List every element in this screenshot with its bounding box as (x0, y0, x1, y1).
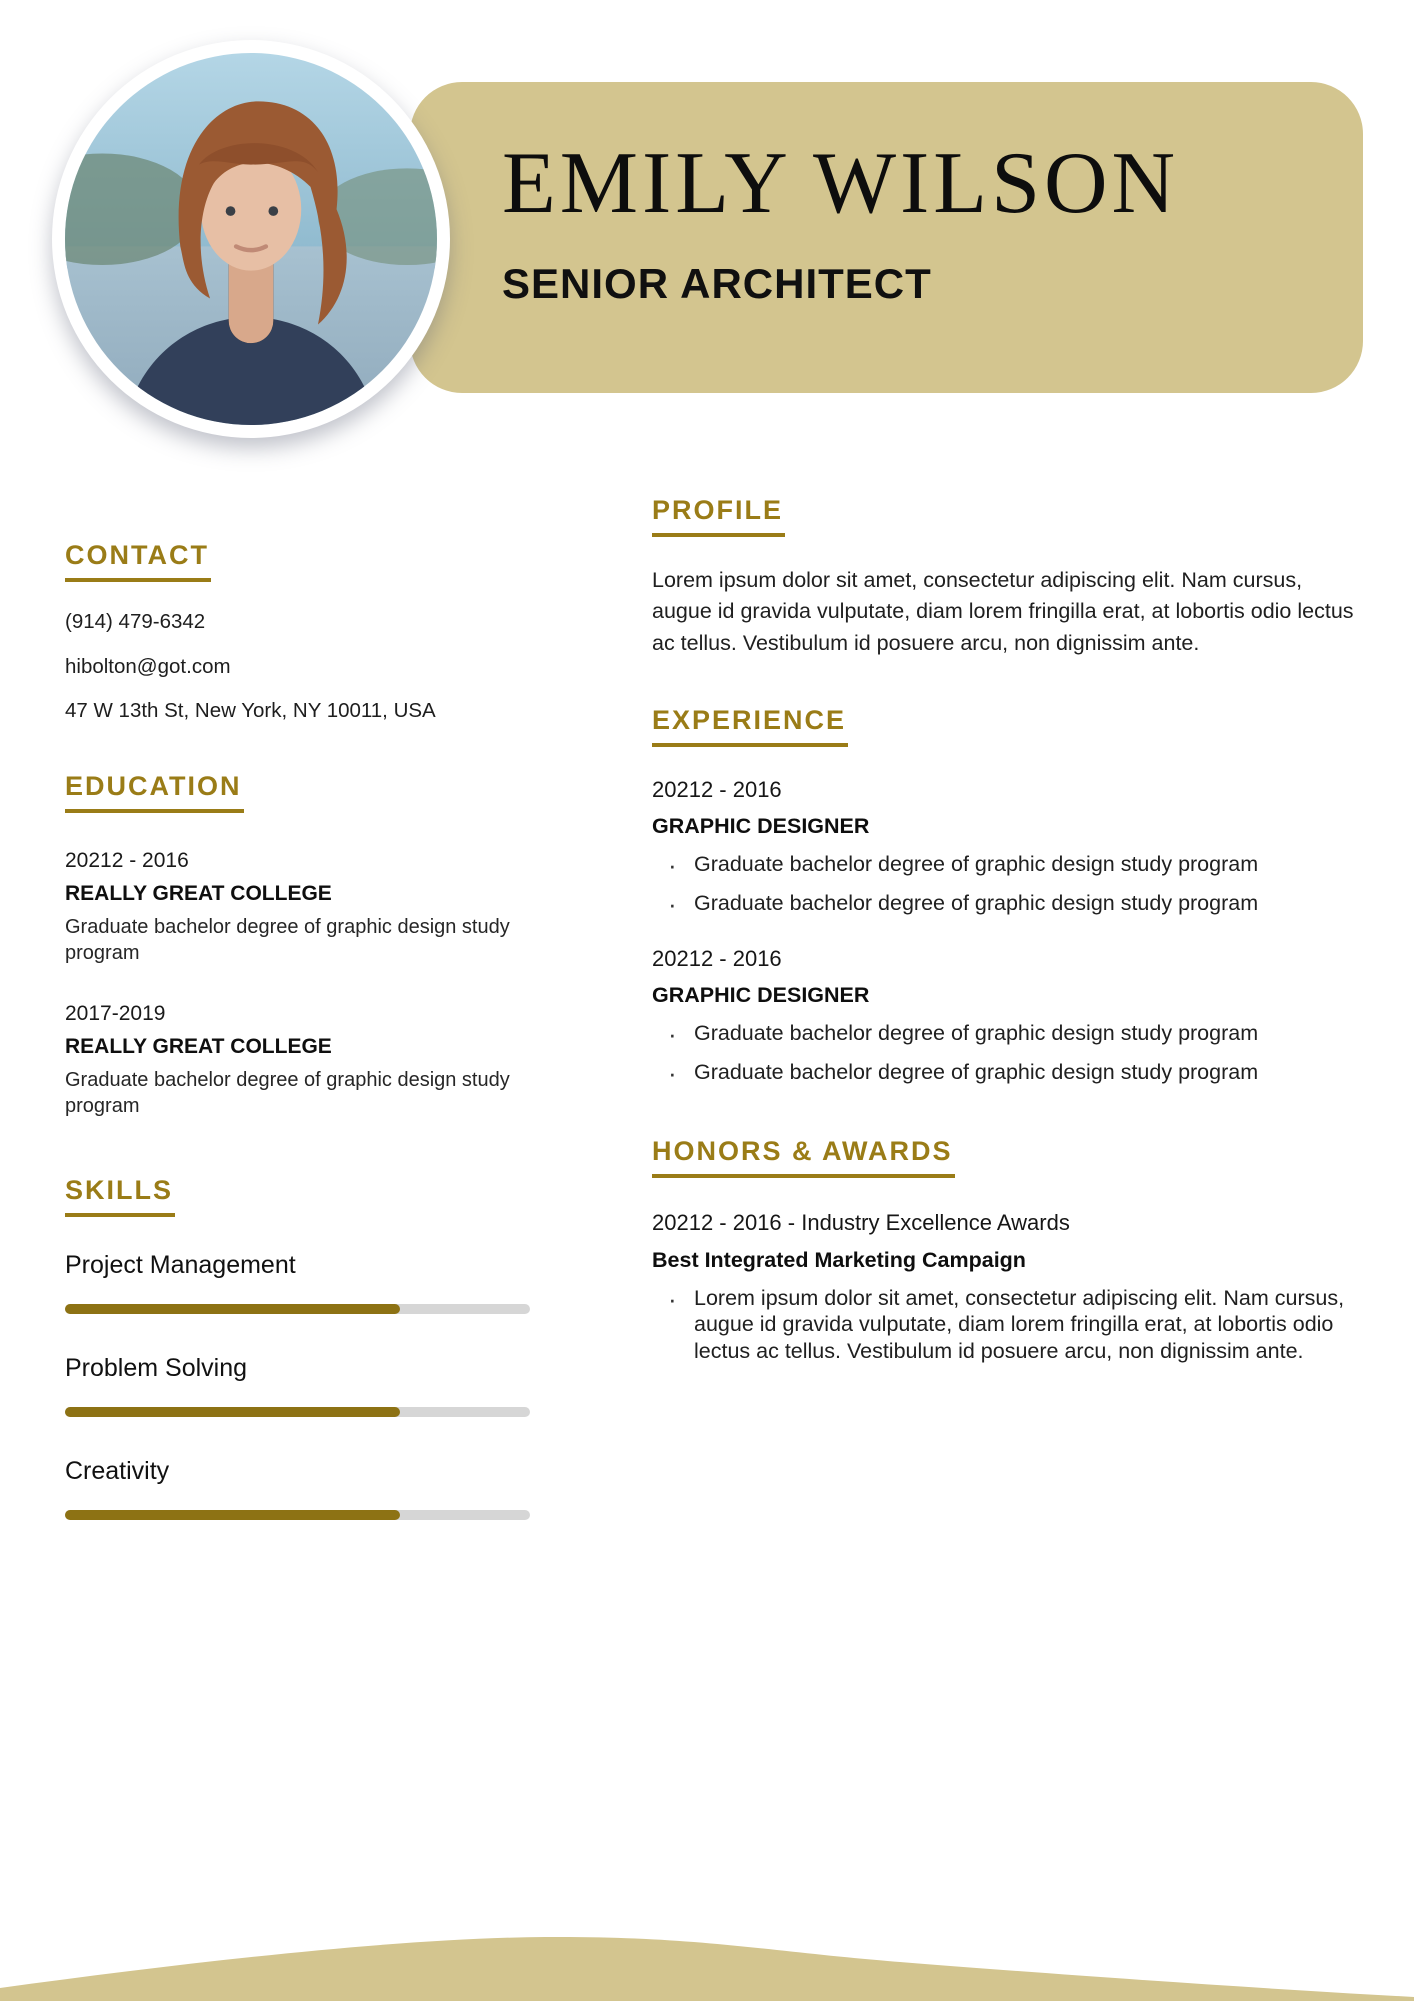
skill-progress-fill (65, 1304, 400, 1314)
education-date: 2017-2019 (65, 1002, 166, 1026)
right-column (652, 495, 1360, 1365)
skill-item (65, 1251, 530, 1314)
experience-heading: EXPERIENCE (652, 705, 848, 747)
education-section (65, 771, 530, 1119)
left-column (65, 540, 530, 1520)
skill-name: Creativity (65, 1457, 170, 1486)
contact-item: hibolton@got.com (65, 654, 231, 678)
education-entry (65, 849, 530, 966)
education-description: Graduate bachelor degree of graphic design study program (65, 1069, 510, 1118)
experience-entry (652, 777, 1360, 916)
profile-section (652, 495, 1360, 659)
skill-item (65, 1457, 530, 1520)
education-entry (65, 1002, 530, 1119)
page-title: EMILY WILSON (502, 135, 1180, 232)
job-title: SENIOR ARCHITECT (502, 260, 932, 308)
header-banner (410, 82, 1363, 393)
experience-bullet-list (652, 1020, 1360, 1085)
skill-progress-fill (65, 1407, 400, 1417)
profile-text: Lorem ipsum dolor sit amet, consectetur adipiscing elit. Nam cursus, augue id gravida vulputate, diam lorem fringilla erat, at lobortis odio lectus ac tellus. Vestibulum id posuere arcu, non dignissim ante. (652, 568, 1354, 655)
education-heading: EDUCATION (65, 771, 244, 813)
honors-award-title: Best Integrated Marketing Campaign (652, 1247, 1026, 1272)
contact-item: 47 W 13th St, New York, NY 10011, USA (65, 699, 436, 723)
education-description: Graduate bachelor degree of graphic design study program (65, 916, 510, 965)
profile-heading: PROFILE (652, 495, 785, 537)
experience-section (652, 705, 1360, 1086)
contact-heading: CONTACT (65, 540, 211, 582)
contact-list (65, 608, 530, 725)
honors-bullet-list (652, 1285, 1360, 1365)
education-school: REALLY GREAT COLLEGE (65, 882, 332, 906)
skills-heading: SKILLS (65, 1175, 175, 1217)
profile-photo (65, 53, 437, 425)
experience-bullet-list (652, 851, 1360, 916)
skill-name: Problem Solving (65, 1354, 248, 1383)
honors-section (652, 1136, 1360, 1365)
honors-entry (652, 1210, 1360, 1365)
experience-date: 20212 - 2016 (652, 946, 782, 972)
honors-bullet: · Lorem ipsum dolor sit amet, consectetur adipiscing elit. Nam cursus, augue id gravida vulputate, diam lorem fringilla erat, at lobortis odio lectus ac tellus. Vestibulum id posuere arcu, non dignissim ante. (652, 1285, 1360, 1365)
experience-entry (652, 946, 1360, 1085)
experience-role: GRAPHIC DESIGNER (652, 983, 870, 1008)
education-date: 20212 - 2016 (65, 849, 189, 873)
experience-bullet: · Graduate bachelor degree of graphic design study program (652, 851, 1360, 878)
experience-bullet: · Graduate bachelor degree of graphic design study program (652, 1059, 1360, 1086)
skill-progress-track (65, 1304, 530, 1314)
skills-section (65, 1175, 530, 1520)
profile-photo-frame (52, 40, 450, 438)
skill-progress-track (65, 1407, 530, 1417)
bottom-wave-decoration (0, 1931, 1414, 2001)
experience-role: GRAPHIC DESIGNER (652, 814, 870, 839)
contact-item: (914) 479-6342 (65, 610, 206, 633)
skill-name: Project Management (65, 1251, 296, 1280)
experience-date: 20212 - 2016 (652, 777, 782, 803)
experience-bullet: · Graduate bachelor degree of graphic design study program (652, 1020, 1360, 1047)
skill-progress-track (65, 1510, 530, 1520)
education-school: REALLY GREAT COLLEGE (65, 1035, 332, 1059)
skill-item (65, 1354, 530, 1417)
honors-date-line: 20212 - 2016 - Industry Excellence Awards (652, 1209, 1070, 1235)
experience-bullet: · Graduate bachelor degree of graphic design study program (652, 890, 1360, 917)
skill-progress-fill (65, 1510, 400, 1520)
contact-section (65, 540, 530, 725)
honors-heading: HONORS & AWARDS (652, 1136, 955, 1178)
